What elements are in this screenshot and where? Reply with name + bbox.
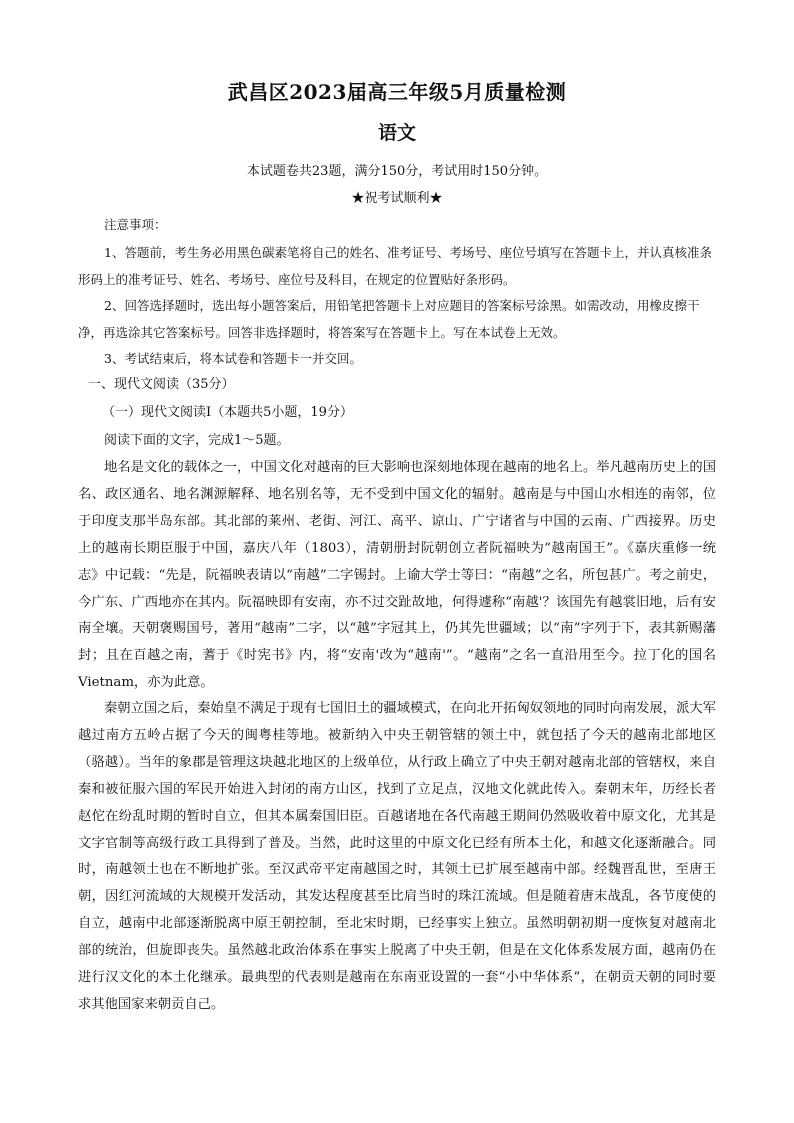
passage-paragraph-1: 地名是文化的载体之一，中国文化对越南的巨大影响也深刻地体现在越南的地名上。举凡越南历史上的国名、政区通名、地名渊源解释、地名别名等，无不受到中国文化的辐射。越南是与中国山水相连的南邻，位于印度支那半岛东部。其北部的莱州、老街、河江、高平、谅山、广宁诸省与中国的云南、广西接界。历史上的越南长期臣服于中国，嘉庆八年（1803），清朝册封阮朝创立者阮福映为“越南国王”。《嘉庆重修一统志》中记载：“先是，阮福映表请以“南越”二字锡封。上谕大学士等曰：“南越”之名，所包甚广。考之前史，今广东、广西地亦在其内。阮福映即有安南，亦不过交趾故地，何得遽称“南越'？该国先有越裳旧地，后有安南全壤。天朝褒赐国号，著用“越南”二字，以“越”字冠其上，仍其先世疆域；以“南”字列于下，表其新赐藩封；且在百越之南，蓍于《时宪书》内，将“安南'改为“越南'”。“越南”之名一直沿用至今。拉丁化的国名Vietnam，亦为此意。	[78, 460, 716, 691]
subsection-heading: （一）现代文阅读I（本题共5小题，19分）	[102, 405, 353, 420]
subject-title: 语文	[377, 122, 416, 144]
exam-info: 本试题卷共23题，满分150分，考试用时150分钟。	[246, 164, 548, 179]
notice-item-1: 1、答题前，考生务必用黑色碳素笔将自己的姓名、准考证号、考场号、座位号填写在答题卡上，并认真核准条形码上的准考证号、姓名、考场号、座位号及科目，在规定的位置贴好条形码。	[78, 245, 712, 287]
reading-instruction: 阅读下面的文字，完成1～5题。	[104, 433, 290, 448]
section-heading: 一、现代文阅读（35分）	[88, 377, 235, 392]
notice-item-3: 3、考试结束后，将本试卷和答题卡一并交回。	[104, 351, 362, 366]
exam-title: 武昌区2023届高三年级5月质量检测	[227, 80, 567, 104]
passage-paragraph-2: 秦朝立国之后，秦始皇不满足于现有七国旧土的疆域模式，在向北开拓匈奴领地的同时向南发展，派大军越过南方五岭占据了今天的闽粤桂等地。被新纳入中央王朝管辖的领土中，就包括了今天的越南北部地区（骆越）。当年的象郡是管理这块越北地区的上级单位，从行政上确立了中央王朝对越南北部的管辖权，来自秦和被征服六国的军民开始进入封闭的南方山区，找到了立足点，汉地文化就此传入。秦朝末年，历经长者赵佗在纷乱时期的暂时自立，但其本属秦国旧臣。百越诸地在各代南越王期间仍然吸收着中原文化，尤其是文字官制等高级行政工具得到了普及。当然，此时这里的中原文化已经有所本土化，和越文化逐渐融合。同时，南越领土也在不断地扩张。至汉武帝平定南越国之时，其领土已扩展至越南中部。经魏晋乱世，至唐王朝，因红河流域的大规模开发活动，其发达程度甚至比肩当时的珠江流域。但是随着唐末战乱，各节度使的自立，越南中北部逐渐脱离中原王朝控制，至北宋时期，已经事实上独立。虽然明朝初期一度恢复对越南北部的统治，但旋即丧失。虽然越北政治体系在事实上脱离了中央王朝，但是在文化体系发展方面，越南仍在进行汉文化的本土化继承。最典型的代表则是越南在东南亚设置的一套“小中华体系”，在朝贡天朝的同时要求其他国家来朝贡自己。	[78, 701, 716, 1012]
good-luck-line: ★祝考试顺利★	[351, 191, 443, 206]
notice-heading: 注意事项：	[104, 217, 167, 232]
notice-item-2: 2、回答选择题时，选出每小题答案后，用铅笔把答题卡上对应题目的答案标号涂黑。如需改动，用橡皮擦干净，再选涂其它答案标号。回答非选择题时，将答案写在答题卡上。写在本试卷上无效。	[78, 298, 700, 340]
